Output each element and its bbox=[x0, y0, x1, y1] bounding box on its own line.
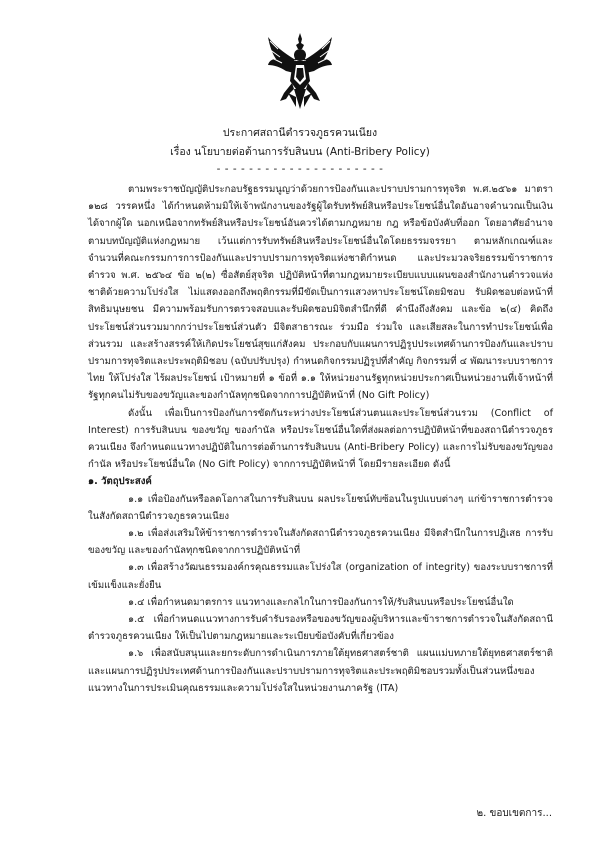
paragraph-preamble: ตามพระราชบัญญัติประกอบรัฐธรรมนูญว่าด้วยการป้องกันและปราบปรามการทุจริต พ.ศ.๒๕๖๑ มาตรา ๑๒๘ วรรคหนึ่ง ได้กำหนดห้ามมิให้เจ้าพนักงานของรัฐผู้ใดรับทรัพย์สินหรือประโยชน์อื่นใดอันอาจคำนวณเป็นเงินได้จากผู้ใด นอกเหนือจากทรัพย์สินหรือประโยชน์อันควรได้ตามกฎหมาย กฎ หรือข้อบังคับที่ออก โดยอาศัยอำนาจตามบทบัญญัติแห่งกฎหมาย เว้นแต่การรับทรัพย์สินหรือประโยชน์อื่นใดโดยธรรมจรรยา ตามหลักเกณฑ์และจำนวนที่คณะกรรมการการป้องกันและปราบปรามการทุจริตแห่งชาติกำหนด และประมวลจริยธรรมข้าราชการตำรวจ พ.ศ. ๒๕๖๔ ข้อ ๒(๒) ซื่อสัตย์สุจริต ปฏิบัติหน้าที่ตามกฎหมายระเบียบแบบแผนของสำนักงานตำรวจแห่งชาติด้วยความโปร่งใส ไม่แสดงออกถึงพฤติกรรมที่มีขัดเป็นการแสวงหาประโยชน์โดยมิชอบ รับผิดชอบต่อหน้าที่สิทธิมนุษยชน มีความพร้อมรับการตรวจสอบและรับผิดชอบมิจิตสำนึกที่ดี คำนึงถึงสังคม และข้อ ๒(๔) คิดถึงประโยชน์ส่วนรวมมากกว่าประโยชน์ส่วนตัว มีจิตสาธารณะ ร่วมมือ ร่วมใจ และเสียสละในการทำประโยชน์เพื่อส่วนรวม และสร้างสรรค์ให้เกิดประโยชน์สุขแก่สังคม ประกอบกับแผนการปฏิรูปประเทศด้านการป้องกันและปราบปรามการทุจริตและประพฤติมิชอบ (ฉบับปรับปรุง) กำหนดกิจกรรมปฏิรูปที่สำคัญ กิจกรรมที่ ๔ พัฒนาระบบราชการไทย ให้โปร่งใส ไร้ผลประโยชน์ เป้าหมายที่ ๑ ข้อที่ ๑.๑ ให้หน่วยงานรัฐทุกหน่วยประกาศเป็นหน่วยงานที่เจ้าหน้าที่รัฐทุกคนไม่รับของขวัญและของกำนัลทุกชนิดจากการปฏิบัติหน้าที่ (No Gift Policy) bbox=[88, 184, 553, 402]
objective-item-1-3: ๑.๓ เพื่อสร้างวัฒนธรรมองค์กรคุณธรรมและโปร่งใส (organization of integrity) ของระบบราชการที่เข้มแข็งและยั่งยืน bbox=[88, 562, 553, 591]
objective-item-1-1: ๑.๑ เพื่อป้องกันหรือลดโอกาสในการรับสินบน ผลประโยชน์ทับซ้อนในรูปแบบต่างๆ แก่ข้าราชการตำรวจในสังกัดสถานีตำรวจภูธรควนเนียง bbox=[88, 493, 553, 522]
continued-marker: ๒. ขอบเขตการ... bbox=[476, 808, 552, 819]
objective-item-1-2: ๑.๒ เพื่อส่งเสริมให้ข้าราชการตำรวจในสังกัดสถานีตำรวจภูธรควนเนียง มีจิตสำนึกในการปฏิเสธ การรับของขวัญ และของกำนัลทุกชนิดจากการปฏิบัติหน้าที่ bbox=[88, 528, 553, 557]
objective-item-1-4: ๑.๔ เพื่อกำหนดมาตรการ แนวทางและกลไกในการป้องกันการให้/รับสินบนหรือประโยชน์อื่นใด bbox=[128, 596, 514, 608]
announcement-subject: เรื่อง นโยบายต่อต้านการรับสินบน (Anti-Bribery Policy) bbox=[170, 146, 430, 158]
paragraph-policy-statement: ดังนั้น เพื่อเป็นการป้องกันการขัดกันระหว่างประโยชน์ส่วนตนและประโยชน์ส่วนรวม (Conflict of Interest) การรับสินบน ของขวัญ ของกำนัล หรือประโยชน์อื่นใดที่ส่งผลต่อการปฏิบัติหน้าที่ของสถานีตำรวจภูธรควนเนียง จึงกำหนดแนวทางปฏิบัติในการต่อต้านการรับสินบน (Anti-Bribery Policy) และการไม่รับของขวัญของกำนัล หรือประโยชน์อื่นใด (No Gift Policy) จากการปฏิบัติหน้าที่ โดยมีรายละเอียด ดังนี้ bbox=[88, 407, 553, 471]
title-divider: - - - - - - - - - - - - - - - - - - - - - bbox=[216, 163, 384, 175]
objective-item-1-6: ๑.๖ เพื่อสนับสนุนและยกระดับการดำเนินการภายใต้ยุทธศาสตร์ชาติ แผนแม่บทภายใต้ยุทธศาสตร์ชาติ และแผนการปฏิรูปประเทศด้านการป้องกันและปราบปรามการทุจริตและประพฤติมิชอบรวมทั้งเป็นส่วนหนึ่งของแนวทางในการประเมินคุณธรรมและความโปร่งใสในหน่วยงานภาครัฐ (ITA) bbox=[88, 648, 553, 694]
section-objectives-heading: ๑. วัตถุประสงค์ bbox=[88, 476, 152, 488]
garuda-emblem-icon bbox=[266, 31, 334, 111]
announcement-title: ประกาศสถานีตำรวจภูธรควนเนียง bbox=[222, 127, 378, 139]
objective-item-1-5: ๑.๕ เพื่อกำหนดแนวทางการรับคำรับรองหรือของขวัญของผู้บริหารและข้าราชการตำรวจในสังกัดสถานีตำรวจภูธรควนเนียง ให้เป็นไปตามกฎหมายและระเบียบข้อบังคับที่เกี่ยวข้อง bbox=[88, 614, 553, 643]
document-body bbox=[88, 181, 553, 697]
